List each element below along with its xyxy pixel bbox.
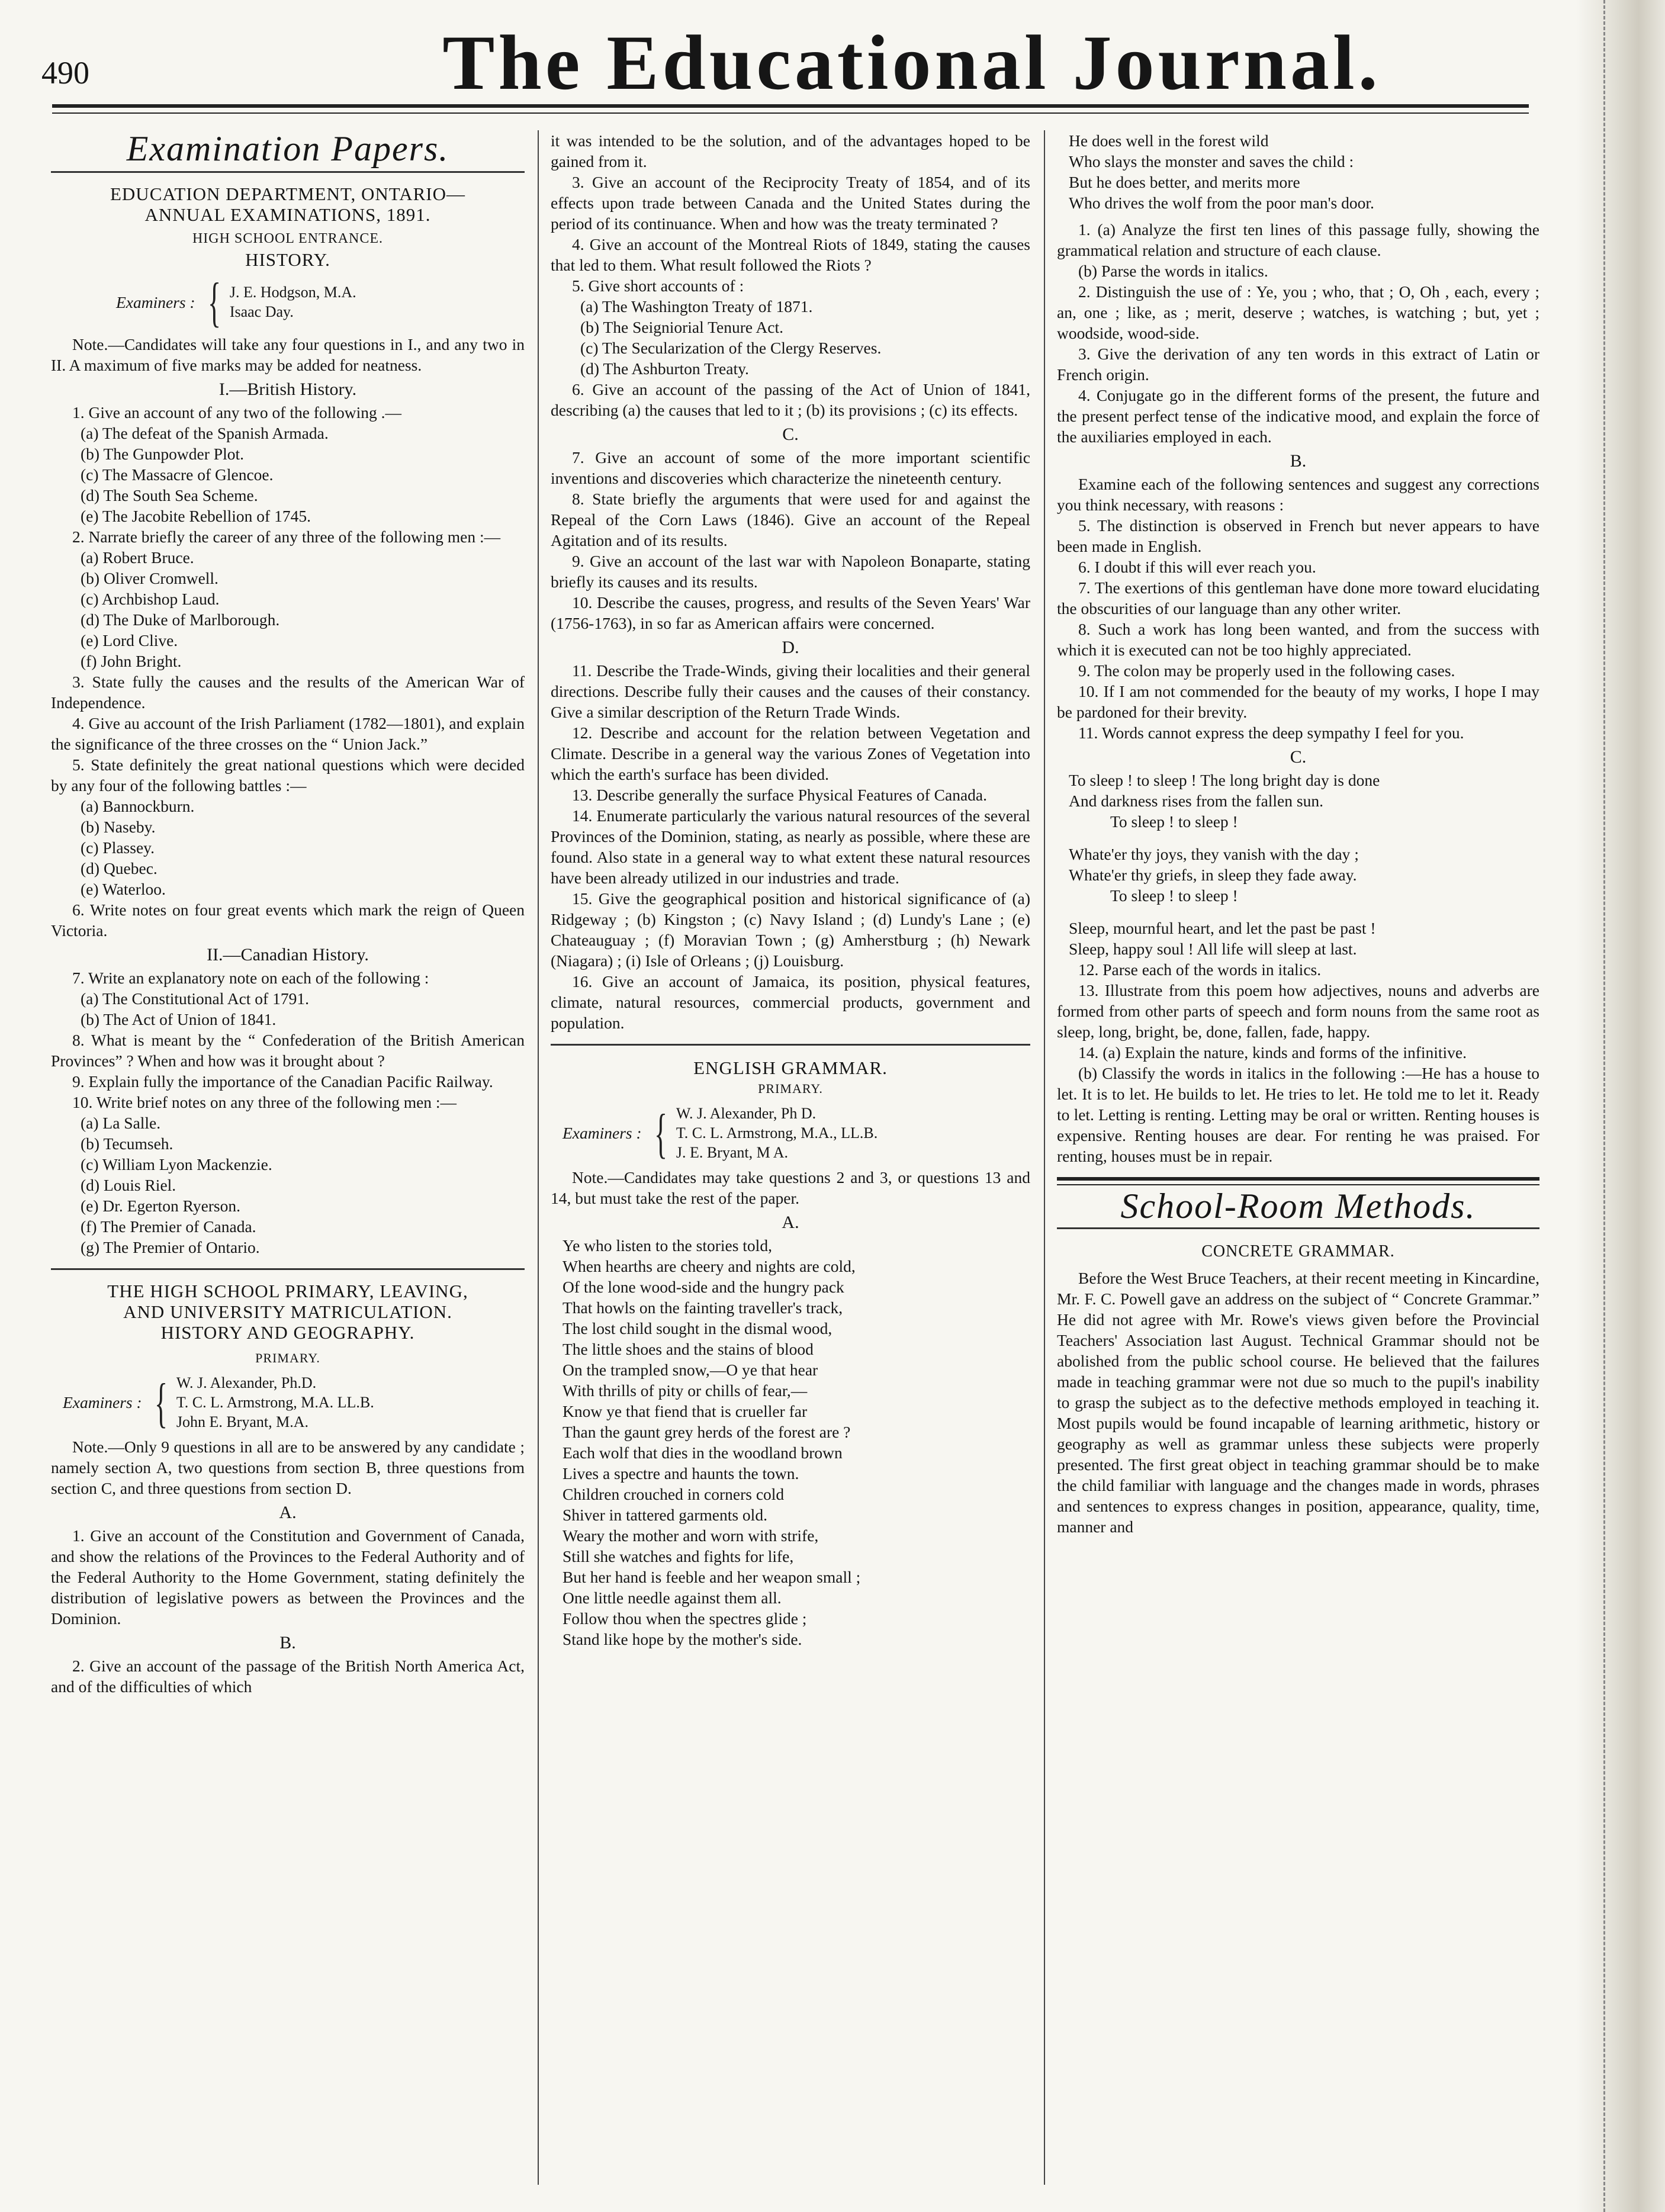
question-item: (a) La Salle.: [81, 1114, 161, 1132]
question: 1. Give an account of any two of the following .—: [72, 403, 401, 422]
question-item: (c) The Massacre of Glencoe.: [81, 465, 274, 484]
question: 7. The exertions of this gentleman have done more toward elucidating the obscurities of our language than any other writer.: [1057, 578, 1539, 618]
question: 3. Give an account of the Reciprocity Treaty of 1854, and of its effects upon trade between Canada and the United States during the period of its continuance. When and how was the treaty terminated ?: [551, 173, 1030, 233]
question-item: (b) Naseby.: [81, 818, 156, 836]
article-text: Before the West Bruce Teachers, at their recent meeting in Kincardine, Mr. F. C. Powell gave an address on the subject of “ Concrete Grammar.” He did not agree with Mr. Rowe's views given before the Provincial Teachers' Association last August. Technical Grammar should not be abolished from the public school course. He believed that the failures made in teaching grammar were not due so much to the pupil's inability to grasp the subject as to the defective methods employed in teaching it. Most pupils would be found incapable of learning arithmetic, history or geography as well as grammar unless these subjects were properly presented. The first great object in teaching grammar should be to make the child familiar with language and the changes made in words, phrases and sentences to express changes in position, appearance, quality, time, manner and: [1057, 1269, 1539, 1536]
question-item: (c) Plassey.: [81, 838, 155, 857]
question: 16. Give an account of Jamaica, its position, physical features, climate, natural resources, commercial products, government and population.: [551, 972, 1030, 1032]
question: 2. Distinguish the use of : Ye, you ; who, that ; O, Oh , each, every ; an, one ; like, as ; merit, deserve ; watches, is watching ; but, yet ; woodside, wood-side.: [1057, 282, 1539, 342]
page-number: 490: [41, 55, 89, 91]
article-heading: CONCRETE GRAMMAR.: [1201, 1242, 1395, 1261]
poem-line: The little shoes and the stains of blood: [562, 1340, 814, 1358]
section-title: Examination Papers.: [126, 129, 449, 168]
column-3: [1057, 130, 1539, 1537]
question-item: (d) The Ashburton Treaty.: [580, 359, 749, 378]
poem-line: With thrills of pity or chills of fear,—: [562, 1381, 808, 1400]
poem-line: Lives a spectre and haunts the town.: [562, 1464, 799, 1483]
question: 11. Words cannot express the deep sympathy I feel for you.: [1078, 724, 1464, 742]
poem-line: The lost child sought in the dismal wood,: [562, 1319, 832, 1338]
section-title: School-Room Methods.: [1120, 1187, 1476, 1226]
poem-line: To sleep ! to sleep !: [1110, 886, 1238, 905]
question: 8. What is meant by the “ Confederation of the British American Provinces” ? When and how was it brought about ?: [51, 1031, 525, 1070]
question: 10. If I am not commended for the beauty of my works, I hope I may be pardoned for their brevity.: [1057, 682, 1539, 721]
question: (b) Parse the words in italics.: [1078, 262, 1268, 280]
brace: {: [207, 272, 221, 332]
department-heading: EDUCATION DEPARTMENT, ONTARIO—: [110, 184, 465, 204]
question-continued: it was intended to be the solution, and of the advantages hoped to be gained from it.: [551, 131, 1030, 171]
question: 9. The colon may be properly used in the following cases.: [1078, 661, 1455, 680]
poem: [551, 1235, 1030, 1650]
section-heading: A.: [279, 1503, 297, 1522]
question: 9. Explain fully the importance of the Canadian Pacific Railway.: [72, 1072, 493, 1091]
column-divider: [538, 130, 539, 2185]
question: 1. (a) Analyze the first ten lines of this passage fully, showing the grammatical relation and structure of each clause.: [1057, 220, 1539, 259]
poem-line: When hearths are cheery and nights are cold,: [562, 1257, 856, 1275]
question: 4. Give an account of the Montreal Riots of 1849, stating the causes that led to them. What result followed the Riots ?: [551, 235, 1030, 274]
note: Note.—Candidates may take questions 2 and 3, or questions 13 and 14, but must take the rest of the paper.: [551, 1168, 1030, 1207]
question: 3. State fully the causes and the results of the American War of Independence.: [51, 673, 525, 712]
question: 14. Enumerate particularly the various natural resources of the several Provinces of the Dominion, stating, as nearly as possible, where these are found. Also state in a general way to what extent these natural resources have been already utilized in our industries and trade.: [551, 806, 1030, 887]
question-item: (a) The defeat of the Spanish Armada.: [81, 424, 329, 442]
examiners: [51, 272, 525, 332]
question: 1. Give an account of the Constitution and Government of Canada, and show the relations of the Provinces to the Federal Authority and of the Federal Authority to the Home Government, stating definitely the distribution of legislative powers as between the Provinces and the Dominion.: [51, 1526, 525, 1628]
poem-line: Ye who listen to the stories told,: [562, 1236, 772, 1255]
question: 9. Give an account of the last war with Napoleon Bonaparte, stating briefly its causes and its results.: [551, 552, 1030, 591]
question-item: (b) Oliver Cromwell.: [81, 569, 218, 587]
poem-line: Of the lone wood-side and the hungry pack: [562, 1278, 844, 1296]
question: 5. State definitely the great national questions which were decided by any four of the following battles :—: [51, 755, 525, 795]
question-item: (a) Robert Bruce.: [81, 548, 194, 567]
question-item: (f) The Premier of Canada.: [81, 1217, 256, 1236]
poem-line: Sleep, happy soul ! All life will sleep at last.: [1069, 940, 1357, 958]
examiners: [551, 1104, 1030, 1162]
section-heading: II.—Canadian History.: [207, 945, 369, 964]
question-item: (f) John Bright.: [81, 652, 182, 670]
section-heading: A.: [782, 1213, 799, 1232]
question-item: (b) The Seigniorial Tenure Act.: [580, 318, 784, 336]
subheading: PRIMARY.: [758, 1081, 823, 1096]
question: 6. Give an account of the passing of the Act of Union of 1841, describing (a) the causes that led to it ; (b) its provisions ; (c) its effects.: [551, 380, 1030, 419]
question-item: (d) The Duke of Marlborough.: [81, 610, 280, 629]
examiner-name: J. E. Hodgson, M.A.: [229, 284, 356, 301]
instructions: Examine each of the following sentences and suggest any corrections you think necessary, with reasons :: [1057, 475, 1539, 514]
poem: [1057, 130, 1539, 213]
question: 10. Describe the causes, progress, and results of the Seven Years' War (1756-1763), in so far as American affairs were concerned.: [551, 593, 1030, 632]
question-item: (d) Louis Riel.: [81, 1176, 176, 1194]
poem-line: Each wolf that dies in the woodland brown: [562, 1443, 843, 1462]
question: 2. Narrate briefly the career of any three of the following men :—: [72, 528, 501, 546]
question: 7. Give an account of some of the more important scientific inventions and discoveries which characterize the nineteenth century.: [551, 448, 1030, 487]
subheading: HIGH SCHOOL ENTRANCE.: [192, 231, 384, 246]
section-heading: C.: [782, 425, 799, 444]
poem-line: But her hand is feeble and her weapon small ;: [562, 1568, 861, 1586]
poem-line: Children crouched in corners cold: [562, 1485, 785, 1503]
examiner-name: John E. Bryant, M.A.: [176, 1413, 308, 1430]
question-item: (e) The Jacobite Rebellion of 1745.: [81, 507, 311, 525]
question: 8. State briefly the arguments that were used for and against the Repeal of the Corn Laws (1846). Give an account of the Repeal Agitation and of its results.: [551, 490, 1030, 549]
question: 8. Such a work has long been wanted, and from the success with which it is executed can not be too highly appreciated.: [1057, 620, 1539, 659]
question: 15. Give the geographical position and historical significance of (a) Ridgeway ; (b) Kingston ; (c) Navy Island ; (d) Lundy's Lane ; (e) Chateauguay ; (f) Moravian Town ; (g) Amherstburg ; (h) Newark (Niagara) ; (i) Isle of Orleans ; (j) Louisburg.: [551, 889, 1030, 970]
rule: [51, 1268, 525, 1270]
question-item: (e) Dr. Egerton Ryerson.: [81, 1197, 241, 1215]
question-item: (c) William Lyon Mackenzie.: [81, 1155, 272, 1173]
poem-line: Sleep, mournful heart, and let the past be past !: [1069, 919, 1376, 937]
question: 11. Describe the Trade-Winds, giving their localities and their general directions. Describe fully their causes and the causes of their constancy. Give a similar description of the Return Trade Winds.: [551, 661, 1030, 721]
section-heading: D.: [782, 638, 799, 657]
question-item: (b) Tecumseh.: [81, 1134, 173, 1153]
poem-line: That howls on the fainting traveller's track,: [562, 1298, 843, 1317]
poem-line: He does well in the forest wild: [1069, 131, 1269, 150]
poem-line: Whate'er thy griefs, in sleep they fade away.: [1069, 866, 1357, 884]
question-item: (a) The Constitutional Act of 1791.: [81, 989, 309, 1008]
question-item: (d) The South Sea Scheme.: [81, 486, 258, 504]
examiner-name: W. J. Alexander, Ph.D.: [176, 1374, 317, 1391]
question: 5. The distinction is observed in French but never appears to have been made in English.: [1057, 516, 1539, 555]
poem-line: Stand like hope by the mother's side.: [562, 1630, 802, 1648]
question: 13. Illustrate from this poem how adjectives, nouns and adverbs are formed from other parts of speech and form nouns from the same root as sleep, long, bright, be, done, fallen, fade, happy.: [1057, 981, 1539, 1041]
brace: {: [154, 1372, 168, 1433]
question-item: (a) Bannockburn.: [81, 797, 195, 815]
question-item: (b) The Gunpowder Plot.: [81, 445, 244, 463]
examiners-label: Examiners :: [562, 1124, 642, 1142]
masthead: The Educational Journal.: [442, 19, 1381, 106]
question-item: (a) The Washington Treaty of 1871.: [580, 297, 813, 316]
question: 12. Describe and account for the relation between Vegetation and Climate. Describe in a general way the various Zones of Vegetation into which the earth's surface has been divided.: [551, 724, 1030, 783]
question: 10. Write brief notes on any three of the following men :—: [72, 1093, 457, 1111]
poem-line: Still she watches and fights for life,: [562, 1547, 794, 1565]
poem-line: Who slays the monster and saves the child :: [1069, 152, 1354, 171]
exam-heading: AND UNIVERSITY MATRICULATION.: [123, 1301, 452, 1322]
column-1: [51, 130, 525, 1697]
poem-line: And darkness rises from the fallen sun.: [1069, 792, 1323, 810]
column-divider: [1044, 130, 1045, 2185]
question: 13. Describe generally the surface Physical Features of Canada.: [572, 786, 987, 804]
department-heading: ANNUAL EXAMINATIONS, 1891.: [144, 204, 431, 225]
poem-line: To sleep ! to sleep ! The long bright day is done: [1069, 771, 1380, 789]
question-item: (e) Lord Clive.: [81, 631, 178, 650]
question: 6. Write notes on four great events which mark the reign of Queen Victoria.: [51, 901, 525, 940]
rule: [551, 1044, 1030, 1046]
examiner-name: T. C. L. Armstrong, M.A. LL.B.: [176, 1394, 374, 1411]
rule: [1057, 1227, 1539, 1229]
examiner-name: Isaac Day.: [229, 303, 294, 320]
examiners-label: Examiners :: [116, 292, 195, 311]
question: 5. Give short accounts of :: [572, 276, 744, 295]
poem: [1057, 770, 1539, 959]
question: 2. Give an account of the passage of the British North America Act, and of the difficulties of which: [51, 1657, 525, 1696]
brace: {: [654, 1102, 667, 1163]
page-binding-edge: [1576, 0, 1665, 2212]
poem-line: Weary the mother and worn with strife,: [562, 1526, 819, 1545]
masthead-rule-thin: [52, 112, 1529, 114]
question-item: (b) The Act of Union of 1841.: [81, 1010, 277, 1028]
examiner-name: J. E. Bryant, M A.: [676, 1144, 789, 1161]
subheading: PRIMARY.: [255, 1351, 320, 1365]
question: 7. Write an explanatory note on each of the following :: [72, 969, 429, 987]
poem-line: Whate'er thy joys, they vanish with the day ;: [1069, 845, 1359, 863]
question-item: (d) Quebec.: [81, 859, 158, 877]
question: 14. (a) Explain the nature, kinds and forms of the infinitive.: [1078, 1043, 1467, 1062]
column-2: [551, 130, 1030, 1650]
exam-heading: HISTORY AND GEOGRAPHY.: [160, 1322, 415, 1343]
subject-heading: HISTORY.: [245, 249, 330, 270]
poem-line: Shiver in tattered garments old.: [562, 1506, 767, 1524]
poem-line: Follow thou when the spectres glide ;: [562, 1609, 807, 1628]
exam-heading: ENGLISH GRAMMAR.: [693, 1057, 888, 1078]
question: 3. Give the derivation of any ten words in this extract of Latin or French origin.: [1057, 345, 1539, 384]
section-heading: B.: [279, 1633, 296, 1652]
section-heading: I.—British History.: [218, 380, 357, 399]
question: 4. Give au account of the Irish Parliament (1782—1801), and explain the significance of the three crosses on the “ Union Jack.”: [51, 714, 525, 753]
question-item: (g) The Premier of Ontario.: [81, 1238, 260, 1256]
poem-line: To sleep ! to sleep !: [1110, 812, 1238, 831]
poem-line: But he does better, and merits more: [1069, 173, 1300, 191]
section-heading: C.: [1290, 747, 1307, 767]
question: 6. I doubt if this will ever reach you.: [1078, 558, 1316, 576]
question: 4. Conjugate go in the different forms of the present, the future and the present perfect tense of the indicative mood, and explain the force of the auxiliaries employed in each.: [1057, 386, 1539, 446]
question-item: (e) Waterloo.: [81, 880, 166, 898]
question: 12. Parse each of the words in italics.: [1078, 960, 1322, 979]
note: Note.—Candidates will take any four questions in I., and any two in II. A maximum of five marks may be added for neatness.: [51, 335, 525, 374]
poem-line: On the trampled snow,—O ye that hear: [562, 1361, 818, 1379]
question-item: (c) Archbishop Laud.: [81, 590, 220, 608]
poem-line: One little needle against them all.: [562, 1589, 782, 1607]
section-heading: B.: [1290, 451, 1307, 471]
exam-heading: THE HIGH SCHOOL PRIMARY, LEAVING,: [107, 1281, 468, 1301]
question-item: (c) The Secularization of the Clergy Reserves.: [580, 339, 882, 357]
examiner-name: T. C. L. Armstrong, M.A., LL.B.: [676, 1124, 878, 1142]
question: (b) Classify the words in italics in the following :—He has a house to let. It is to let. He builds to let. He tries to let. He told me to let it. Ready to let. Letting is renting. Letting may be oral or written. Renting houses is expensive. Renting houses are dear. For renting he was praised. For renting, houses must be in repair.: [1057, 1064, 1539, 1165]
poem-line: Than the gaunt grey herds of the forest are ?: [562, 1423, 851, 1441]
masthead-rule: [52, 104, 1529, 108]
poem-line: Who drives the wolf from the poor man's door.: [1069, 194, 1374, 212]
poem-line: Know ye that fiend that is crueller far: [562, 1402, 808, 1420]
note: Note.—Only 9 questions in all are to be answered by any candidate ; namely section A, two questions from section B, three questions from section C, and three questions from section D.: [51, 1438, 525, 1497]
examiner-name: W. J. Alexander, Ph D.: [676, 1105, 817, 1122]
rule: [51, 171, 525, 173]
examiners: Examiners : { W. J. Alexander, Ph.D. T. C. L. Armstrong, M.A. LL.B. John E. Bryant, M.A.: [63, 1372, 374, 1433]
double-rule: [1057, 1177, 1539, 1185]
